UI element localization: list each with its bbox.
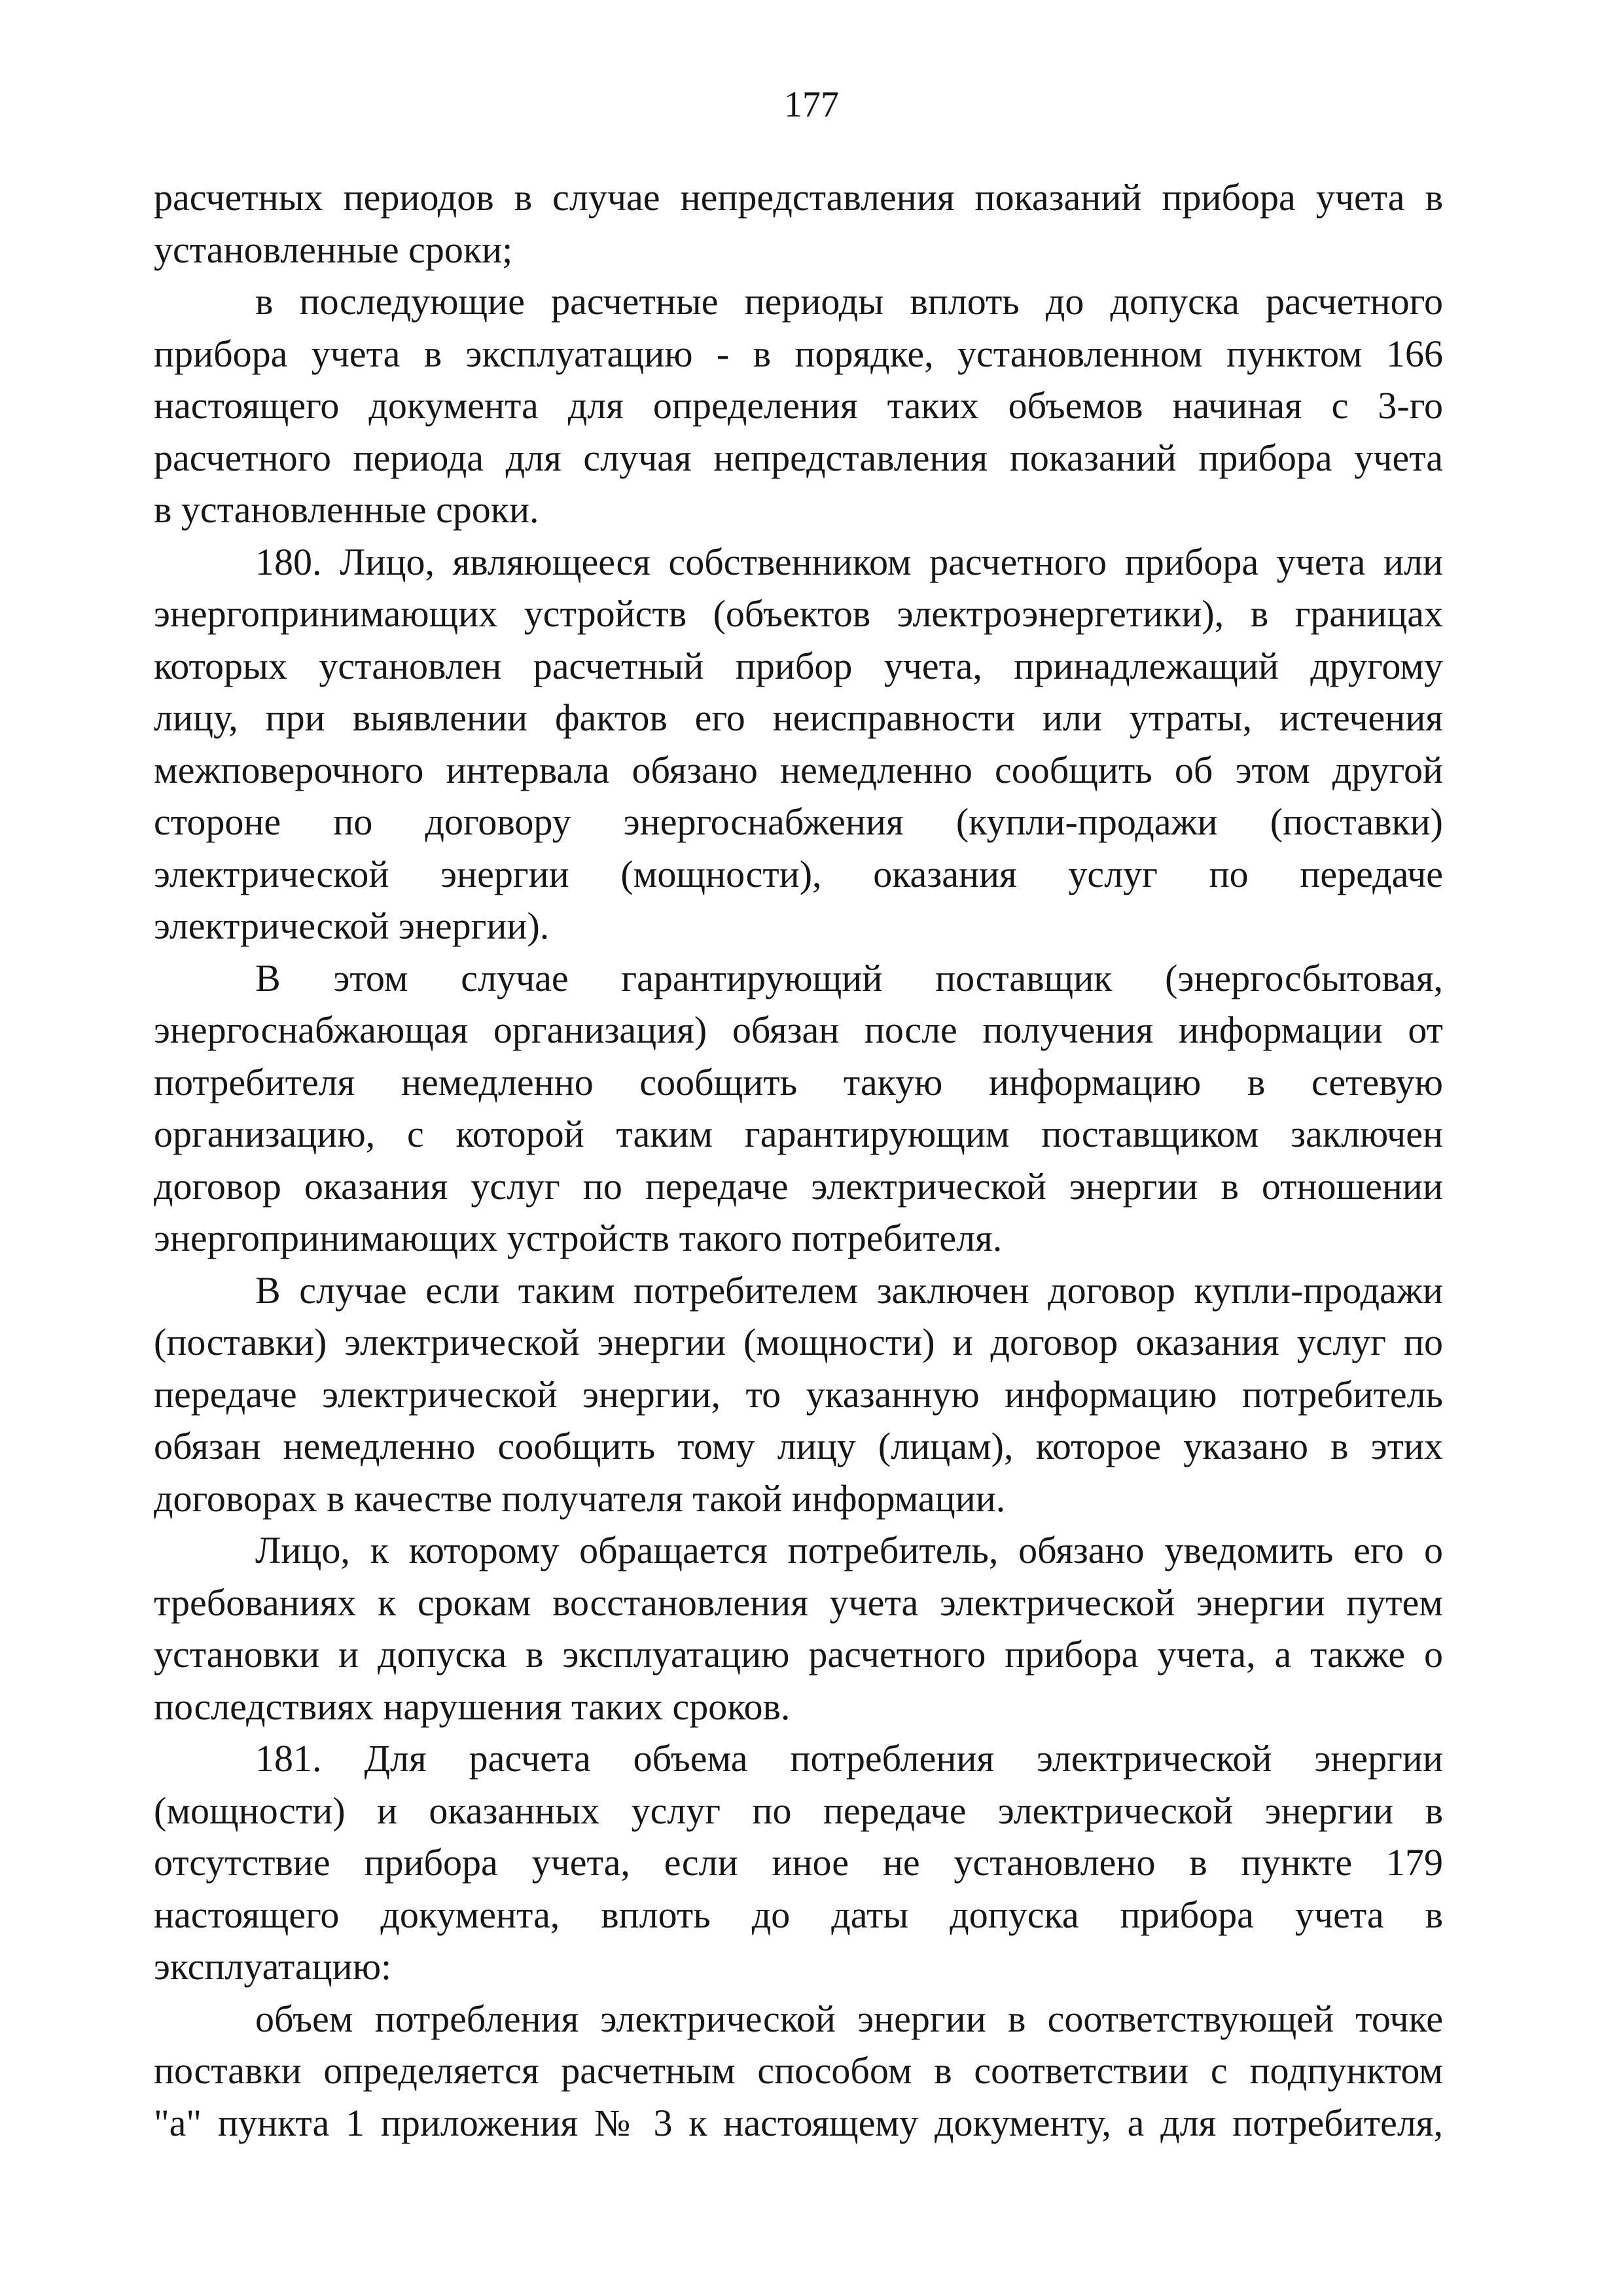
text-line: последствиях нарушения таких сроков.	[154, 1685, 791, 1728]
text-line: энергопринимающих устройств (объектов электроэнергетики), в границах	[154, 592, 1443, 635]
text-line: потребителя немедленно сообщить такую информацию в сетевую	[154, 1060, 1443, 1103]
document-body	[154, 171, 1443, 2149]
text-line: электрической энергии).	[154, 905, 550, 947]
text-line: лицу, при выявлении фактов его неисправности или утраты, истечения	[154, 696, 1443, 739]
text-line: передаче электрической энергии, то указанную информацию потребитель	[154, 1372, 1443, 1416]
text-line: В этом случае гарантирующий поставщик (энергосбытовая,	[255, 956, 1443, 999]
text-line: настоящего документа для определения таких объемов начиная с 3-го	[154, 384, 1443, 427]
text-line: установленные сроки;	[154, 228, 513, 271]
paragraph-consumer-obligation	[154, 1265, 1443, 1525]
text-line: эксплуатацию:	[154, 1945, 392, 1988]
text-line: межповерочного интервала обязано немедленно сообщить об этом другой	[154, 748, 1443, 791]
text-line: договорах в качестве получателя такой информации.	[154, 1477, 1006, 1520]
text-line: электрической энергии (мощности), оказания услуг по передаче	[154, 852, 1443, 895]
paragraph-consumption-volume	[154, 1993, 1443, 2149]
text-line: 181. Для расчета объема потребления электрической энергии	[255, 1737, 1443, 1780]
text-line: энергоснабжающая организация) обязан после получения информации от	[154, 1009, 1443, 1051]
text-line: требованиях к срокам восстановления учета электрической энергии путем	[154, 1581, 1443, 1624]
paragraph-notification-duty	[154, 1524, 1443, 1732]
text-line: прибора учета в эксплуатацию - в порядке, установленном пунктом 166	[154, 332, 1443, 375]
paragraph-continuation-periods	[154, 171, 1443, 276]
text-line: стороне по договору энергоснабжения (купли-продажи (поставки)	[154, 800, 1443, 843]
paragraph-clause-180	[154, 536, 1443, 952]
paragraph-clause-181	[154, 1732, 1443, 1993]
text-line: В случае если таким потребителем заключен договор купли-продажи	[255, 1268, 1443, 1312]
text-line: поставки определяется расчетным способом в соответствии с подпунктом	[154, 2049, 1443, 2092]
page-number: 177	[784, 84, 839, 125]
text-line: Лицо, к которому обращается потребитель, обязано уведомить его о	[255, 1529, 1443, 1571]
text-line: (мощности) и оказанных услуг по передаче электрической энергии в	[154, 1789, 1443, 1832]
text-line: настоящего документа, вплоть до даты допуска прибора учета в	[154, 1893, 1443, 1936]
text-line: 180. Лицо, являющееся собственником расчетного прибора учета или	[255, 540, 1443, 583]
text-line: расчетных периодов в случае непредставления показаний прибора учета в	[154, 176, 1443, 219]
text-line: установки и допуска в эксплуатацию расчетного прибора учета, а также о	[154, 1633, 1443, 1676]
text-line: обязан немедленно сообщить тому лицу (лицам), которое указано в этих	[154, 1425, 1443, 1467]
text-line: договор оказания услуг по передаче электрической энергии в отношении	[154, 1164, 1443, 1208]
text-line: в последующие расчетные периоды вплоть до допуска расчетного	[255, 280, 1443, 323]
text-line: энергопринимающих устройств такого потребителя.	[154, 1217, 1003, 1259]
paragraph-supplier-obligation	[154, 952, 1443, 1265]
text-line: отсутствие прибора учета, если иное не установлено в пункте 179	[154, 1841, 1443, 1884]
paragraph-subsequent-periods	[154, 276, 1443, 536]
text-line: которых установлен расчетный прибор учета, принадлежащий другому	[154, 644, 1443, 687]
text-line: в установленные сроки.	[154, 488, 539, 531]
text-line: организацию, с которой таким гарантирующим поставщиком заключен	[154, 1113, 1443, 1155]
text-line: расчетного периода для случая непредставления показаний прибора учета	[154, 436, 1443, 479]
text-line: объем потребления электрической энергии в соответствующей точке	[255, 1997, 1443, 2040]
text-line: "а" пункта 1 приложения № 3 к настоящему документу, а для потребителя,	[154, 2101, 1443, 2144]
text-line: (поставки) электрической энергии (мощности) и договор оказания услуг по	[154, 1321, 1443, 1363]
